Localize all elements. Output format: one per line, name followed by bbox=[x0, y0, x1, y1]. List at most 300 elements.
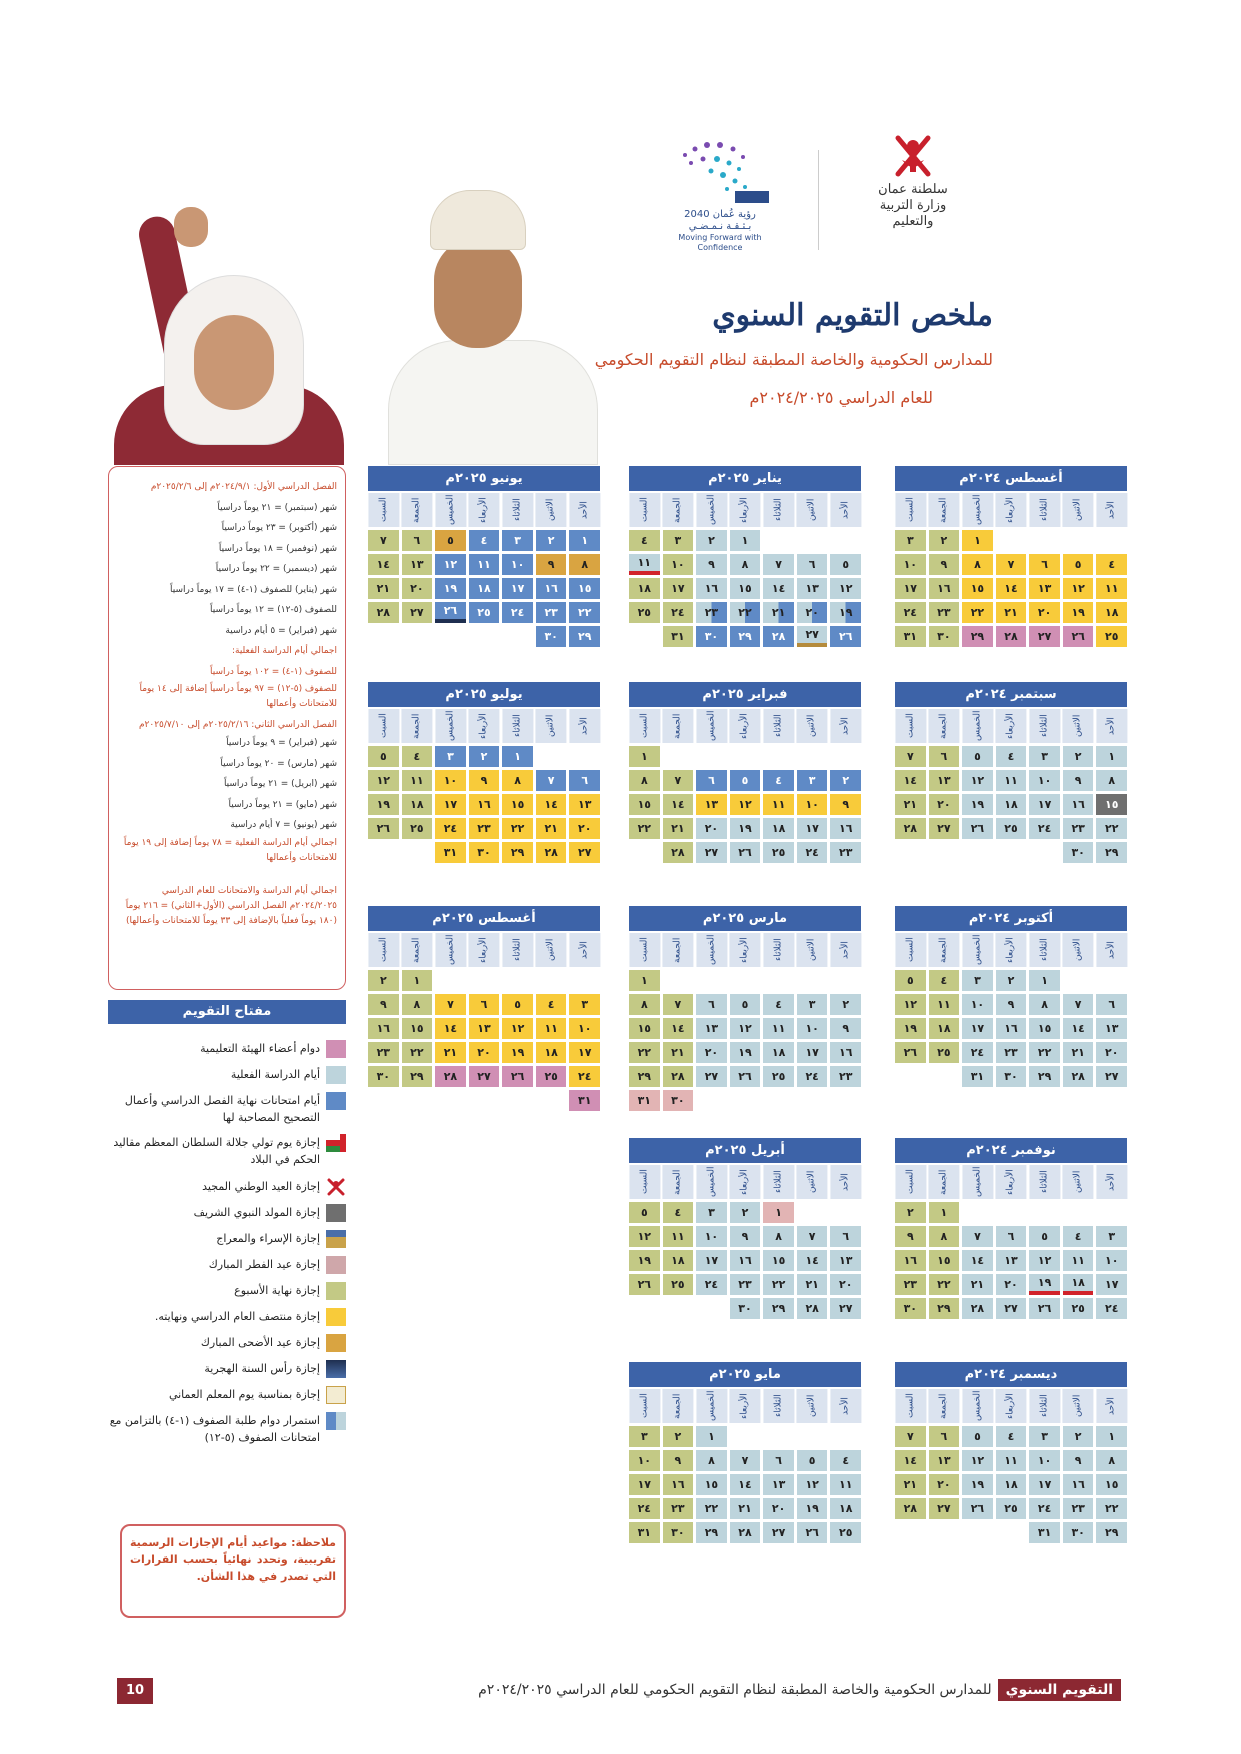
day-cell: ١٨ bbox=[996, 1474, 1027, 1495]
day-cell: ١٢ bbox=[895, 994, 926, 1015]
day-cell: ١٤ bbox=[663, 1018, 694, 1039]
day-cell: ٢٩ bbox=[1096, 1522, 1127, 1543]
swatch-fitr-icon bbox=[326, 1256, 346, 1274]
day-cell: ٧ bbox=[663, 770, 694, 791]
month-may-2025 bbox=[629, 1362, 861, 1543]
weekday-label: الأربعاء bbox=[729, 709, 760, 743]
day-cell: ٢٢ bbox=[502, 818, 533, 839]
day-cell: ٢٤ bbox=[797, 842, 828, 863]
day-cell: ٢٤ bbox=[502, 602, 533, 623]
day-cell: ٧ bbox=[797, 1226, 828, 1247]
day-cell: ١٣ bbox=[1029, 578, 1060, 599]
day-cell: ١٩ bbox=[730, 1042, 761, 1063]
empty-cell bbox=[797, 1426, 828, 1447]
key-label: إجازة نهاية الأسبوع bbox=[234, 1284, 320, 1297]
day-cell: ٣ bbox=[435, 746, 466, 767]
day-cell: ٢١ bbox=[1063, 1042, 1094, 1063]
weekday-label: الجمعة bbox=[662, 933, 693, 967]
empty-cell bbox=[797, 970, 828, 991]
day-cell: ٢٤ bbox=[962, 1042, 993, 1063]
day-cell: ٢٠ bbox=[1096, 1042, 1127, 1063]
empty-cell bbox=[895, 1066, 926, 1087]
weekday-label: الخميس bbox=[696, 933, 727, 967]
empty-cell bbox=[830, 1090, 861, 1111]
day-cell: ٥ bbox=[730, 770, 761, 791]
empty-cell bbox=[929, 1522, 960, 1543]
girl-figure bbox=[114, 215, 334, 465]
day-cell: ٢٣ bbox=[469, 818, 500, 839]
day-cell: ٨ bbox=[402, 994, 433, 1015]
day-cell: ٢٥ bbox=[996, 818, 1027, 839]
day-cell: ٢ bbox=[830, 994, 861, 1015]
weekday-label: الأربعاء bbox=[995, 709, 1026, 743]
day-cell: ٢ bbox=[663, 1426, 694, 1447]
day-cell: ٦ bbox=[996, 1226, 1027, 1247]
day-cell: ٢٠ bbox=[569, 818, 600, 839]
day-cell: ٩ bbox=[895, 1226, 926, 1247]
weekday-label: الجمعة bbox=[928, 709, 959, 743]
day-cell: ٢٥ bbox=[469, 602, 500, 623]
day-cell: ٣ bbox=[797, 994, 828, 1015]
day-cell: ١٧ bbox=[797, 1042, 828, 1063]
day-cell: ١٨ bbox=[763, 1042, 794, 1063]
day-cell: ٣٠ bbox=[1063, 1522, 1094, 1543]
day-cell: ٥ bbox=[502, 994, 533, 1015]
weekday-label: السبت bbox=[895, 933, 926, 967]
day-cell: ١ bbox=[629, 970, 660, 991]
day-cell: ٣١ bbox=[569, 1090, 600, 1111]
day-cell: ٧ bbox=[435, 994, 466, 1015]
day-cell: ٢٤ bbox=[569, 1066, 600, 1087]
day-cell: ٢ bbox=[1063, 746, 1094, 767]
key-item bbox=[108, 1334, 346, 1356]
day-cell: ١١ bbox=[996, 1450, 1027, 1471]
day-cell: ٢٨ bbox=[663, 842, 694, 863]
day-cell: ٢٩ bbox=[402, 1066, 433, 1087]
key-item bbox=[108, 1178, 346, 1200]
weekday-label: الخميس bbox=[435, 709, 466, 743]
day-cell: ٥ bbox=[1029, 1226, 1060, 1247]
day-cell: ٢٥ bbox=[536, 1066, 567, 1087]
day-cell: ٢٩ bbox=[629, 1066, 660, 1087]
day-grid bbox=[629, 1202, 861, 1319]
day-cell: ٢٣ bbox=[996, 1042, 1027, 1063]
empty-cell bbox=[763, 530, 794, 551]
day-cell: ١٢ bbox=[502, 1018, 533, 1039]
day-cell: ١ bbox=[962, 530, 993, 551]
day-cell: ٣ bbox=[797, 770, 828, 791]
day-cell: ١٢ bbox=[730, 1018, 761, 1039]
day-cell: ٢٢ bbox=[402, 1042, 433, 1063]
day-cell: ٢٠ bbox=[996, 1274, 1027, 1295]
day-cell: ١٧ bbox=[696, 1250, 727, 1271]
day-cell: ١٣ bbox=[696, 1018, 727, 1039]
weekday-label: الجمعة bbox=[401, 709, 432, 743]
weekday-header bbox=[629, 1165, 861, 1199]
day-cell: ١٤ bbox=[895, 1450, 926, 1471]
day-cell: ٤ bbox=[1096, 554, 1127, 575]
day-cell: ٢٢ bbox=[929, 1274, 960, 1295]
day-cell: ١ bbox=[1096, 746, 1127, 767]
jan-days-1-4: شهر (يناير) للصفوف (١-٤) = ١٧ يوماً دراسياً bbox=[170, 584, 337, 595]
day-cell: ٢٣ bbox=[929, 602, 960, 623]
weekday-header bbox=[895, 709, 1127, 743]
day-cell: ١٦ bbox=[996, 1018, 1027, 1039]
weekday-label: الاثنين bbox=[535, 933, 566, 967]
day-cell: ٢٢ bbox=[1029, 1042, 1060, 1063]
day-cell: ٦ bbox=[696, 994, 727, 1015]
weekday-label: الجمعة bbox=[928, 493, 959, 527]
day-cell: ٢٨ bbox=[797, 1298, 828, 1319]
weekday-label: الاثنين bbox=[1062, 933, 1093, 967]
day-cell: ١٦ bbox=[1063, 1474, 1094, 1495]
weekday-label: الخميس bbox=[696, 1389, 727, 1423]
oman-emblem-icon bbox=[888, 130, 938, 182]
month-title: أغسطس ٢٠٢٤م bbox=[895, 466, 1127, 491]
month-apr-2025 bbox=[629, 1138, 861, 1319]
weekday-label: الأربعاء bbox=[729, 933, 760, 967]
day-cell: ١٩ bbox=[830, 602, 861, 623]
day-cell: ١٧ bbox=[962, 1018, 993, 1039]
weekday-label: الأربعاء bbox=[468, 933, 499, 967]
day-cell: ١٦ bbox=[696, 578, 727, 599]
vision-title: رؤية عُمان 2040 bbox=[684, 209, 756, 220]
day-cell: ٢٣ bbox=[730, 1274, 761, 1295]
vision-slogan-en: Moving Forward with Confidence bbox=[678, 233, 762, 252]
weekday-label: الأحد bbox=[1096, 709, 1127, 743]
hijri-night-icon bbox=[326, 1360, 346, 1378]
day-cell: ٢٠ bbox=[830, 1274, 861, 1295]
weekday-label: السبت bbox=[895, 493, 926, 527]
key-item bbox=[108, 1360, 346, 1382]
day-cell: ١٠ bbox=[797, 794, 828, 815]
weekday-label: الاثنين bbox=[1062, 1389, 1093, 1423]
day-cell: ١٥ bbox=[730, 578, 761, 599]
day-cell: ١٨ bbox=[536, 1042, 567, 1063]
weekday-label: الخميس bbox=[962, 709, 993, 743]
day-cell: ١١ bbox=[763, 1018, 794, 1039]
day-cell: ١٦ bbox=[730, 1250, 761, 1271]
month-mar-2025 bbox=[629, 906, 861, 1111]
key-item bbox=[108, 1134, 346, 1166]
day-cell: ٩ bbox=[929, 554, 960, 575]
day-cell: ٢٧ bbox=[402, 602, 433, 623]
boy-figure bbox=[388, 190, 598, 465]
day-cell: ٢٤ bbox=[1029, 1498, 1060, 1519]
day-cell: ٥ bbox=[435, 530, 466, 551]
day-cell: ٦ bbox=[929, 1426, 960, 1447]
day-grid bbox=[629, 1426, 861, 1543]
day-cell: ١٩ bbox=[502, 1042, 533, 1063]
day-cell: ١٤ bbox=[895, 770, 926, 791]
day-cell: ٢١ bbox=[536, 818, 567, 839]
day-cell: ١٢ bbox=[730, 794, 761, 815]
teacher-day-icon bbox=[326, 1386, 346, 1404]
weekday-label: السبت bbox=[629, 1165, 660, 1199]
empty-cell bbox=[696, 970, 727, 991]
day-cell: ١ bbox=[929, 1202, 960, 1223]
key-item bbox=[108, 1386, 346, 1408]
empty-cell bbox=[469, 1090, 500, 1111]
day-grid bbox=[368, 970, 600, 1111]
day-cell: ١١ bbox=[663, 1226, 694, 1247]
day-cell: ٢٧ bbox=[696, 1066, 727, 1087]
weekday-label: الجمعة bbox=[662, 493, 693, 527]
month-aug-2025 bbox=[368, 906, 600, 1111]
day-cell: ٢٧ bbox=[469, 1066, 500, 1087]
weekday-label: الثلاثاء bbox=[763, 709, 794, 743]
day-cell: ٢١ bbox=[763, 602, 794, 623]
day-cell: ٢١ bbox=[368, 578, 399, 599]
holiday-note: ملاحظة: مواعيد أيام الإجازات الرسمية تقريبية، وتحدد نهائياً بحسب القرارات التي تصدر في هذا الشأن. bbox=[120, 1524, 346, 1618]
weekday-label: الأحد bbox=[569, 709, 600, 743]
day-cell: ١٤ bbox=[962, 1250, 993, 1271]
weekday-header bbox=[895, 1389, 1127, 1423]
month-nov-2024 bbox=[895, 1138, 1127, 1319]
day-cell: ٢٧ bbox=[830, 1298, 861, 1319]
empty-cell bbox=[402, 842, 433, 863]
weekday-label: السبت bbox=[629, 709, 660, 743]
day-cell: ٣٠ bbox=[730, 1298, 761, 1319]
day-cell: ٢٧ bbox=[996, 1298, 1027, 1319]
day-cell: ٢٩ bbox=[1096, 842, 1127, 863]
day-cell: ١٦ bbox=[1063, 794, 1094, 815]
day-cell: ١٩ bbox=[730, 818, 761, 839]
day-cell: ٢ bbox=[696, 530, 727, 551]
day-cell: ٢٥ bbox=[929, 1042, 960, 1063]
empty-cell bbox=[696, 1090, 727, 1111]
empty-cell bbox=[1063, 970, 1094, 991]
day-cell: ٨ bbox=[1096, 770, 1127, 791]
footer-text: للمدارس الحكومية والخاصة المطبقة لنظام التقويم الحكومي للعام الدراسي ٢٠٢٤/٢٠٢٥م bbox=[478, 1682, 992, 1698]
day-cell: ٩ bbox=[1063, 770, 1094, 791]
weekday-label: الخميس bbox=[962, 493, 993, 527]
day-cell: ٤ bbox=[402, 746, 433, 767]
day-cell: ٢٨ bbox=[1063, 1066, 1094, 1087]
day-cell: ١٠ bbox=[962, 994, 993, 1015]
s1-total-title: اجمالي أيام الدراسة الفعلية: bbox=[231, 646, 337, 656]
key-label: دوام أعضاء الهيئة التعليمية bbox=[200, 1042, 320, 1055]
empty-cell bbox=[402, 1090, 433, 1111]
national-emblem-icon bbox=[326, 1178, 346, 1196]
weekday-label: الثلاثاء bbox=[763, 933, 794, 967]
day-cell: ٢٠ bbox=[929, 1474, 960, 1495]
month-title: سبتمبر ٢٠٢٤م bbox=[895, 682, 1127, 707]
day-cell: ١٩ bbox=[962, 1474, 993, 1495]
empty-cell bbox=[830, 1202, 861, 1223]
day-cell: ٣٠ bbox=[469, 842, 500, 863]
empty-cell bbox=[402, 626, 433, 647]
day-cell: ١٣ bbox=[1096, 1018, 1127, 1039]
weekday-label: الخميس bbox=[435, 493, 466, 527]
day-cell: ١١ bbox=[929, 994, 960, 1015]
weekday-label: الاثنين bbox=[1062, 709, 1093, 743]
empty-cell bbox=[830, 970, 861, 991]
day-cell: ٤ bbox=[629, 530, 660, 551]
day-cell: ٤ bbox=[763, 994, 794, 1015]
key-label: إجازة يوم تولي جلالة السلطان المعظم مقاليد الحكم في البلاد bbox=[113, 1136, 320, 1166]
day-cell: ١٣ bbox=[469, 1018, 500, 1039]
logo-divider bbox=[818, 150, 819, 250]
oct-days: شهر (أكتوبر) = ٢٣ يوماً دراسياً bbox=[221, 523, 337, 533]
day-cell: ٤ bbox=[536, 994, 567, 1015]
day-cell: ٢١ bbox=[895, 794, 926, 815]
empty-cell bbox=[962, 842, 993, 863]
day-cell: ٦ bbox=[763, 1450, 794, 1471]
day-cell: ٢٨ bbox=[536, 842, 567, 863]
day-cell: ٣١ bbox=[962, 1066, 993, 1087]
month-title: يوليو ٢٠٢٥م bbox=[368, 682, 600, 707]
day-cell: ٢٤ bbox=[895, 602, 926, 623]
weekday-label: الثلاثاء bbox=[1029, 933, 1060, 967]
day-cell: ٢٦ bbox=[797, 1522, 828, 1543]
feb-days-s1: شهر (فبراير) = ٥ أيام دراسية bbox=[225, 625, 337, 636]
mar-days: شهر (مارس) = ٢٠ يوماً دراسياً bbox=[220, 758, 337, 769]
weekday-header bbox=[629, 709, 861, 743]
ministry-name: وزارة التربية والتعليم bbox=[879, 198, 947, 229]
empty-cell bbox=[536, 970, 567, 991]
day-cell: ١٣ bbox=[569, 794, 600, 815]
day-cell: ٢٧ bbox=[696, 842, 727, 863]
semester2-title: الفصل الدراسي الثاني: ٢٠٢٥/٢/١٦م إلى ٢٠٢٥/٧/١٠م bbox=[138, 720, 337, 730]
day-cell: ٢١ bbox=[663, 1042, 694, 1063]
day-cell: ٢٦ bbox=[368, 818, 399, 839]
month-title: أكتوبر ٢٠٢٤م bbox=[895, 906, 1127, 931]
empty-cell bbox=[929, 1066, 960, 1087]
day-cell: ٢٨ bbox=[895, 818, 926, 839]
day-cell: ٥ bbox=[629, 1202, 660, 1223]
day-cell: ١ bbox=[402, 970, 433, 991]
key-label: إجازة منتصف العام الدراسي ونهايته. bbox=[154, 1310, 320, 1323]
weekday-label: الثلاثاء bbox=[763, 493, 794, 527]
calendar-key-title: مفتاح التقويم bbox=[108, 1000, 346, 1024]
day-cell: ١٢ bbox=[1029, 1250, 1060, 1271]
weekday-label: الأحد bbox=[830, 493, 861, 527]
day-cell: ١٥ bbox=[402, 1018, 433, 1039]
empty-cell bbox=[663, 746, 694, 767]
day-cell: ١٦ bbox=[469, 794, 500, 815]
weekday-label: الخميس bbox=[962, 1165, 993, 1199]
may-days: شهر (مايو) = ٢١ يوماً دراسياً bbox=[228, 799, 337, 810]
day-cell: ٣١ bbox=[895, 626, 926, 647]
month-title: أبريل ٢٠٢٥م bbox=[629, 1138, 861, 1163]
empty-cell bbox=[1029, 1202, 1060, 1223]
empty-cell bbox=[763, 1090, 794, 1111]
day-grid bbox=[895, 530, 1127, 647]
day-cell: ١٧ bbox=[502, 578, 533, 599]
swatch-teachers-icon bbox=[326, 1040, 346, 1058]
day-cell: ١٥ bbox=[696, 1474, 727, 1495]
key-label: إجازة رأس السنة الهجرية bbox=[204, 1362, 320, 1375]
day-cell: ١٦ bbox=[663, 1474, 694, 1495]
key-label: استمرار دوام طلبة الصفوف (١-٤) بالتزامن مع امتحانات الصفوف (٥-١٢) bbox=[109, 1414, 320, 1444]
day-cell: ٢٧ bbox=[569, 842, 600, 863]
day-cell: ٥ bbox=[895, 970, 926, 991]
day-cell: ٢٦ bbox=[730, 1066, 761, 1087]
month-title: يناير ٢٠٢٥م bbox=[629, 466, 861, 491]
key-label: إجازة بمناسبة يوم المعلم العماني bbox=[168, 1388, 320, 1401]
day-cell: ٢٠ bbox=[696, 1042, 727, 1063]
key-item bbox=[108, 1256, 346, 1278]
day-cell: ١٥ bbox=[629, 1018, 660, 1039]
day-grid bbox=[895, 1426, 1127, 1543]
day-cell: ٢٧ bbox=[929, 818, 960, 839]
day-cell: ١٩ bbox=[1063, 602, 1094, 623]
oman-vision-2040-logo bbox=[655, 135, 785, 255]
swatch-split-icon bbox=[326, 1412, 346, 1430]
key-item bbox=[108, 1412, 346, 1444]
day-cell: ٢٢ bbox=[1096, 1498, 1127, 1519]
day-cell: ١٣ bbox=[996, 1250, 1027, 1271]
weekday-label: السبت bbox=[368, 493, 399, 527]
day-cell: ٢ bbox=[1063, 1426, 1094, 1447]
day-cell: ٢٧ bbox=[763, 1522, 794, 1543]
key-label: إجازة عيد الأضحى المبارك bbox=[200, 1336, 320, 1349]
day-cell: ١٧ bbox=[1096, 1274, 1127, 1295]
day-cell: ١٠ bbox=[629, 1450, 660, 1471]
empty-cell bbox=[929, 842, 960, 863]
month-feb-2025 bbox=[629, 682, 861, 863]
day-grid bbox=[629, 530, 861, 647]
day-cell: ٩ bbox=[536, 554, 567, 575]
day-cell: ٥ bbox=[962, 1426, 993, 1447]
empty-cell bbox=[469, 626, 500, 647]
day-cell: ٢٠ bbox=[402, 578, 433, 599]
day-cell: ٦ bbox=[696, 770, 727, 791]
day-cell: ٣١ bbox=[1029, 1522, 1060, 1543]
day-cell: ١٧ bbox=[895, 578, 926, 599]
day-cell: ١٧ bbox=[1029, 1474, 1060, 1495]
empty-cell bbox=[996, 1522, 1027, 1543]
weekday-label: الاثنين bbox=[796, 933, 827, 967]
day-cell: ١ bbox=[629, 746, 660, 767]
weekday-header bbox=[629, 493, 861, 527]
day-cell: ١ bbox=[730, 530, 761, 551]
empty-cell bbox=[830, 1426, 861, 1447]
day-cell: ٣ bbox=[569, 994, 600, 1015]
academic-year: للعام الدراسي ٢٠٢٤/٢٠٢٥م bbox=[749, 388, 933, 407]
swatch-school-icon bbox=[326, 1066, 346, 1084]
day-cell: ١٠ bbox=[502, 554, 533, 575]
day-cell: ٢٩ bbox=[763, 1298, 794, 1319]
month-title: مارس ٢٠٢٥م bbox=[629, 906, 861, 931]
key-label: أيام الدراسة الفعلية bbox=[230, 1068, 320, 1081]
day-cell: ١٢ bbox=[830, 578, 861, 599]
weekday-label: الاثنين bbox=[1062, 1165, 1093, 1199]
empty-cell bbox=[763, 1426, 794, 1447]
day-cell: ٢٢ bbox=[962, 602, 993, 623]
weekday-label: الأربعاء bbox=[995, 1165, 1026, 1199]
day-cell: ١٣ bbox=[402, 554, 433, 575]
vision-slogan-ar: بـثـقـة نـمـضـي bbox=[688, 221, 752, 232]
day-cell: ٣٠ bbox=[996, 1066, 1027, 1087]
day-cell: ١٠ bbox=[1029, 770, 1060, 791]
weekday-label: الثلاثاء bbox=[1029, 1165, 1060, 1199]
swatch-mawlid-icon bbox=[326, 1204, 346, 1222]
day-cell: ٢٠ bbox=[929, 794, 960, 815]
page-title: ملخص التقويم السنوي bbox=[712, 298, 993, 333]
day-cell: ٢٣ bbox=[663, 1498, 694, 1519]
empty-cell bbox=[629, 1298, 660, 1319]
weekday-label: الأحد bbox=[830, 709, 861, 743]
day-cell: ٧ bbox=[895, 1426, 926, 1447]
weekday-label: الأربعاء bbox=[729, 1389, 760, 1423]
month-sep-2024 bbox=[895, 682, 1127, 863]
weekday-label: الثلاثاء bbox=[763, 1389, 794, 1423]
day-cell: ٨ bbox=[696, 1450, 727, 1471]
empty-cell bbox=[663, 1298, 694, 1319]
day-cell: ٢٦ bbox=[730, 842, 761, 863]
